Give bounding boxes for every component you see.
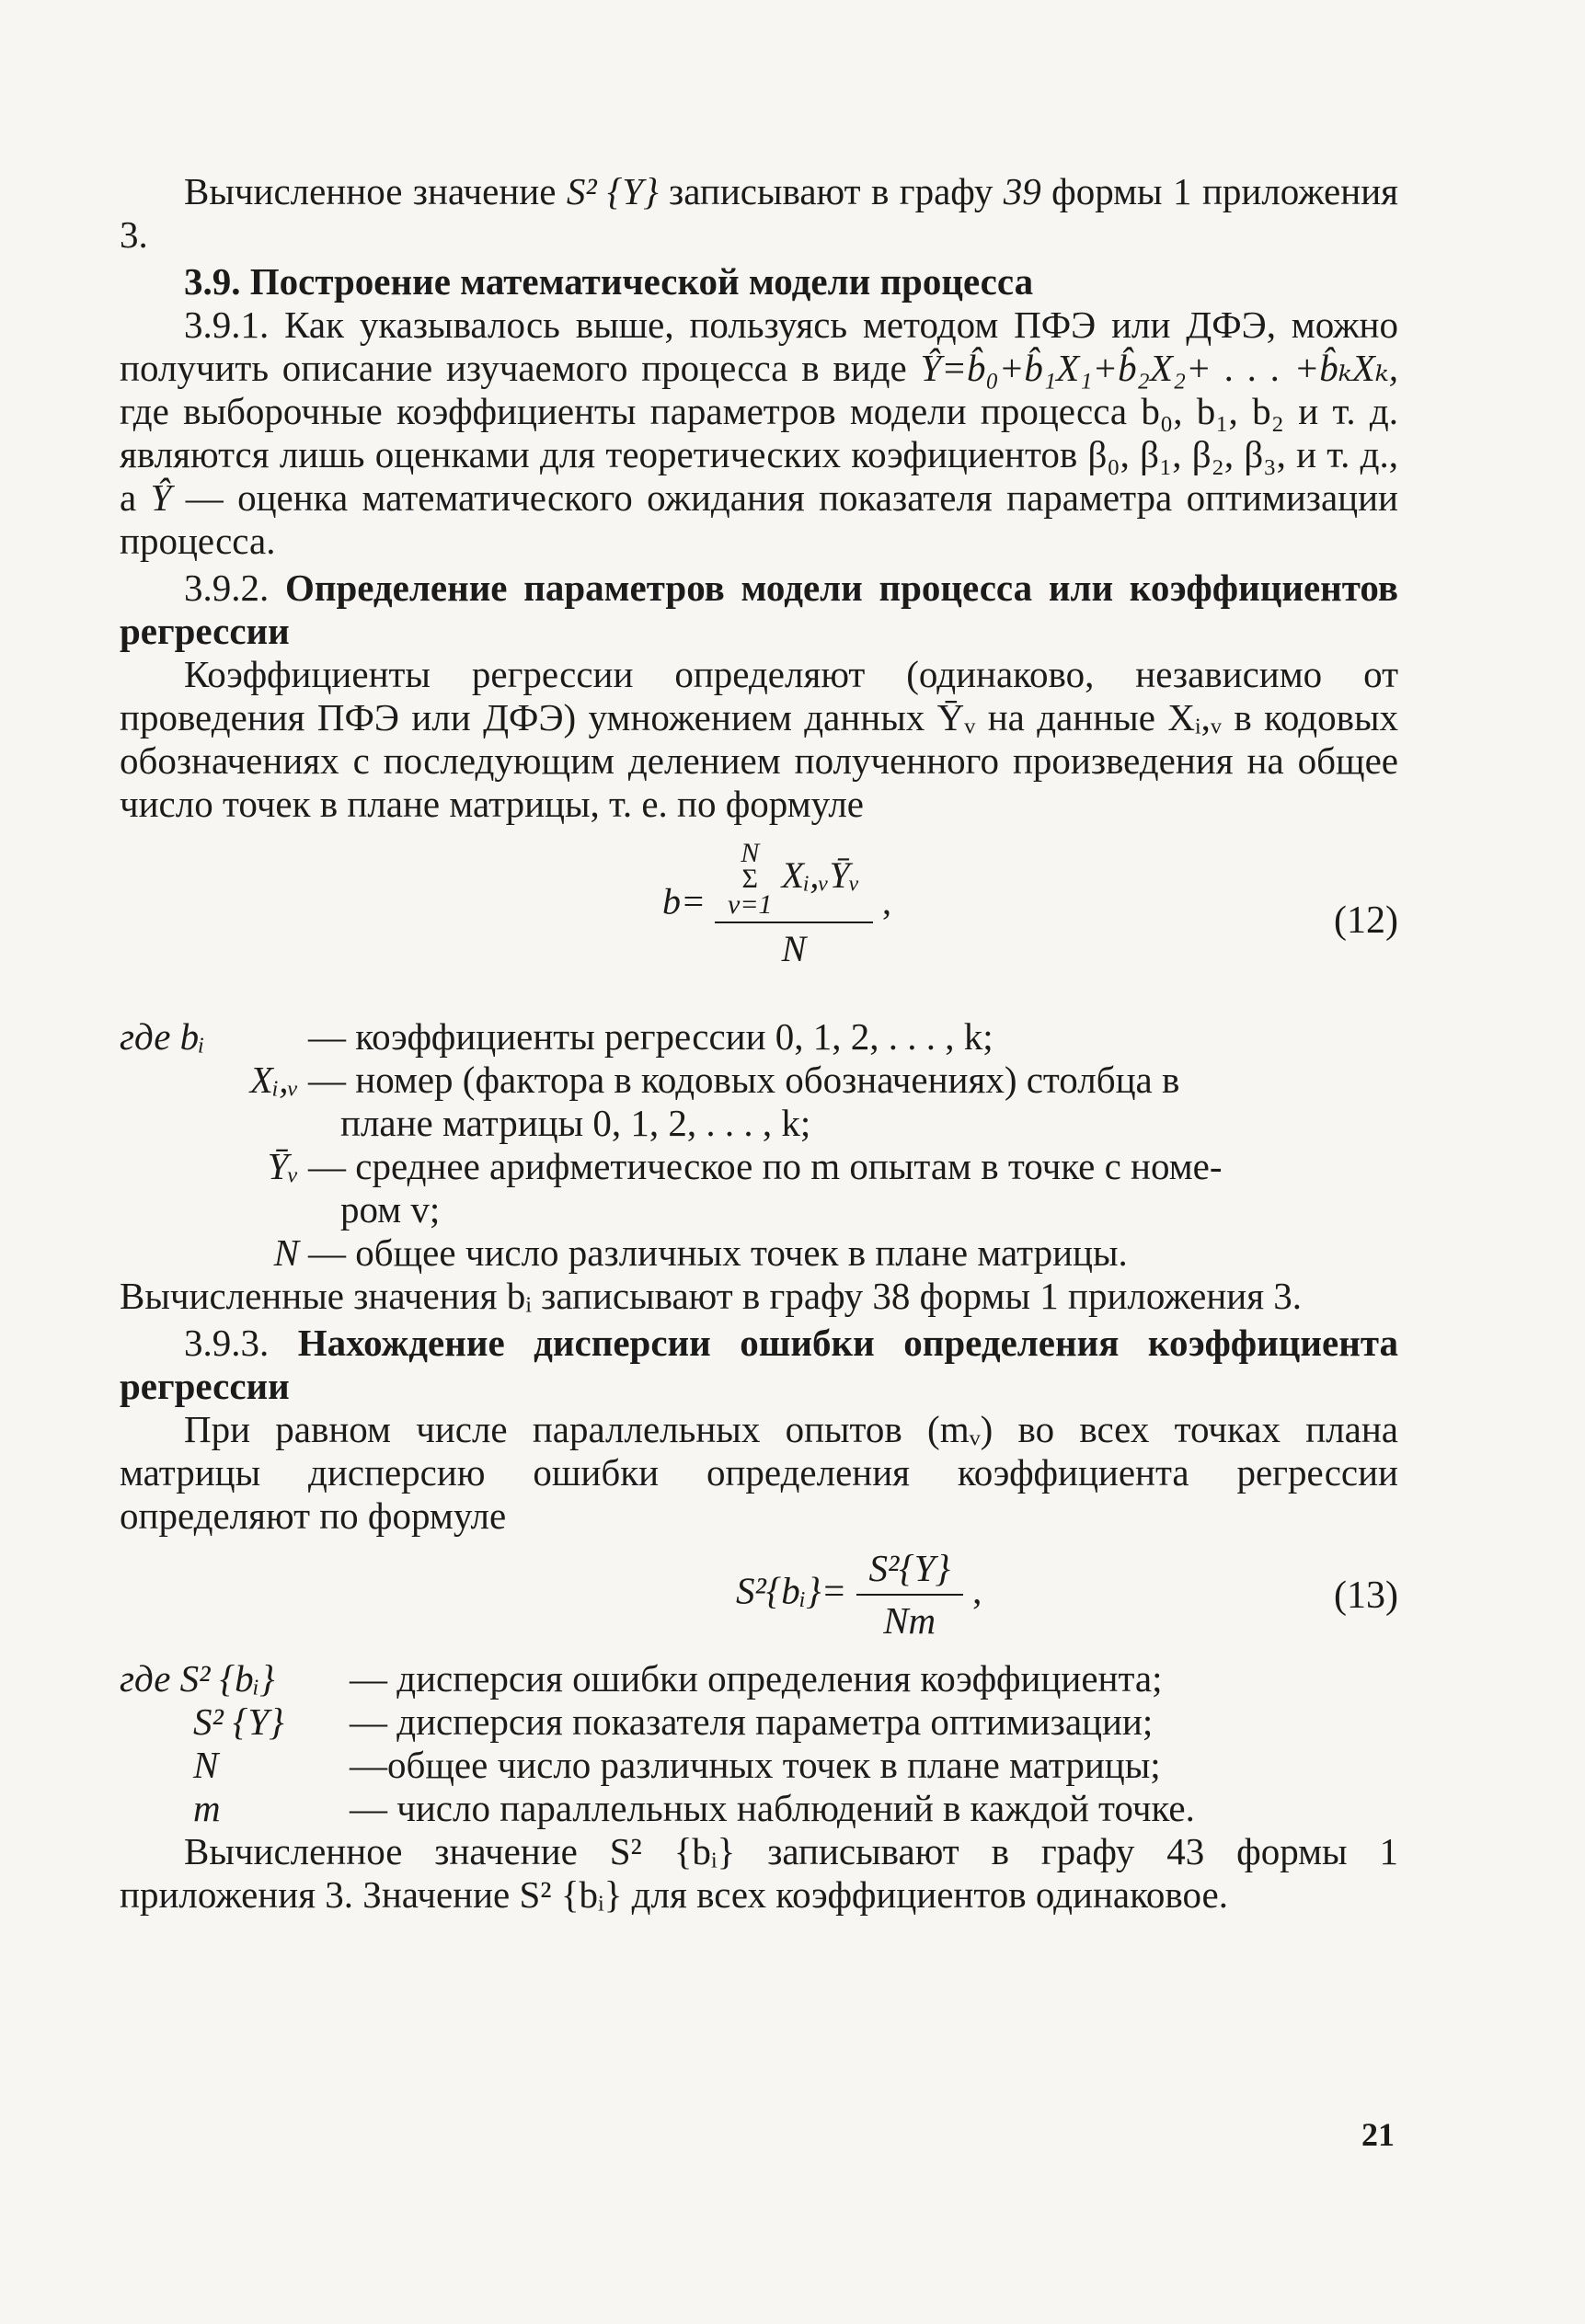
column-number: 39 — [1003, 170, 1041, 212]
definition-text: — общее число различных точек в плане матрицы. — [308, 1231, 1128, 1274]
definition-row — [120, 1787, 1398, 1830]
definition-text-continued: ром v; — [340, 1188, 441, 1231]
definition-text: — число параллельных наблюдений в каждой точке. — [350, 1787, 1195, 1829]
formula-inline: Ŷ — [150, 476, 172, 519]
section-heading-3-9: 3.9. Построение математической модели процесса — [184, 260, 1034, 303]
paragraph-bi: Вычисленные значения bᵢ записывают в графу 38 формы 1 приложения 3. — [120, 1275, 1303, 1317]
definition-row — [120, 1231, 1398, 1275]
formula-12 — [120, 838, 1398, 1015]
sum-symbol — [728, 838, 773, 920]
definition-text: — коэффициенты регрессии 0, 1, 2, . . . , k; — [308, 1015, 993, 1058]
formula-lhs: S²{bᵢ}= — [736, 1569, 847, 1612]
definition-symbol: где S² {bᵢ} — [120, 1657, 275, 1700]
paragraph-3-9-1 — [120, 303, 1398, 563]
definition-text: — среднее арифметическое по m опытам в точке с номе- — [308, 1145, 1223, 1187]
text-fragment: формы 1 приложения 3. — [120, 170, 1398, 256]
definition-symbol: Ȳᵥ — [267, 1145, 299, 1187]
section-heading-3-9-2 — [120, 567, 1398, 653]
fraction-numerator: S²{Y} — [856, 1547, 963, 1596]
definitions-13 — [120, 1657, 1398, 1830]
formula-lhs: b= — [662, 880, 706, 922]
formula-13 — [120, 1538, 1398, 1657]
text-fragment: записывают в графу — [658, 170, 1004, 212]
paragraph-s2bi: Вычисленное значение S² {bᵢ} записывают в графу 43 формы 1 приложения 3. Значение S² {bᵢ} для всех коэффициентов одинаковое. — [120, 1830, 1398, 1916]
fraction-numerator — [715, 838, 873, 923]
definition-row — [120, 1059, 1398, 1102]
paragraph-3-9-3: При равном числе параллельных опытов (mᵥ) во всех точках плана матрицы дисперсию ошибки определения коэффициента регрессии определяют по формуле — [120, 1408, 1398, 1537]
sum-lower-limit: v=1 — [728, 889, 773, 920]
definition-symbol: m — [193, 1787, 221, 1829]
formula-number: (13) — [1334, 1574, 1398, 1617]
heading-title: Нахождение дисперсии ошибки определения коэффициента регрессии — [120, 1322, 1399, 1407]
definition-row — [120, 1700, 1398, 1744]
definition-symbol: S² {Y} — [193, 1700, 284, 1743]
definition-text: — дисперсия ошибки определения коэффициента; — [350, 1657, 1163, 1700]
formula-fraction — [856, 1547, 963, 1643]
page-number: 21 — [1361, 2116, 1395, 2153]
formula-comma: , — [972, 1569, 982, 1612]
fraction-denominator: N — [781, 928, 807, 969]
formula-comma: , — [881, 880, 891, 922]
definitions-12 — [120, 1015, 1398, 1275]
formula-inline: S² {Y} — [566, 170, 659, 212]
formula-fraction — [715, 838, 873, 970]
definition-text: — номер (фактора в кодовых обозначениях) столбца в — [308, 1059, 1180, 1101]
text-fragment: Вычисленное значение — [184, 170, 567, 212]
formula-inline: Ŷ=b̂₀+b̂₁X₁+b̂₂X₂+ . . . +b̂ₖXₖ, — [920, 347, 1398, 389]
definition-text: — дисперсия показателя параметра оптимизации; — [350, 1700, 1154, 1743]
formula-number: (12) — [1334, 899, 1398, 942]
sum-upper-limit: N — [741, 838, 760, 868]
definition-row — [120, 1657, 1398, 1700]
definition-text-continued: плане матрицы 0, 1, 2, . . . , k; — [340, 1102, 811, 1144]
body-text — [120, 170, 1398, 1917]
formula-12-expression — [662, 838, 891, 970]
paragraph-3-9-2: Коэффициенты регрессии определяют (одинаково, независимо от проведения ПФЭ или ДФЭ) умножением данных Ȳᵥ на данные Xᵢ,ᵥ в кодовых обозначениях с последующим делением полученного произведения на общее число точек в плане матрицы, т. е. по формуле — [120, 653, 1398, 825]
definition-symbol: N — [193, 1744, 219, 1786]
numerator-term: Xᵢ,ᵥȲᵥ — [781, 854, 860, 897]
heading-number: 3.9.2. — [184, 567, 285, 609]
fraction-denominator: Nm — [883, 1599, 936, 1642]
definition-row — [120, 1015, 1398, 1059]
definition-symbol: где bᵢ — [120, 1015, 205, 1058]
definition-row — [120, 1744, 1398, 1787]
definition-text: —общее число различных точек в плане матрицы; — [350, 1744, 1161, 1786]
text-fragment: где выборочные коэффициенты параметров модели процесса b₀, b₁, b₂ и т. д. являются лишь оценками для теоретических коэфициентов β₀, β₁, β₂, β₃, и т. д., а — [120, 390, 1398, 519]
text-fragment: — оценка математического ожидания показателя параметра оптимизации процесса. — [120, 476, 1398, 562]
sigma-glyph: Σ — [741, 864, 759, 894]
definition-symbol: Xᵢ,ᵥ — [249, 1059, 299, 1101]
text-fragment: 3.9.1. Как указывалось выше, пользуясь методом ПФЭ или ДФЭ, можно получить описание изучаемого процесса в виде — [120, 303, 1398, 389]
heading-number: 3.9.3. — [184, 1322, 298, 1364]
heading-title: Определение параметров модели процесса или коэффициентов регрессии — [120, 567, 1398, 652]
definition-symbol: N — [273, 1231, 299, 1274]
definition-row — [120, 1145, 1398, 1188]
formula-13-expression — [736, 1547, 982, 1643]
section-heading-3-9-3 — [120, 1322, 1398, 1408]
paragraph-s2y — [120, 170, 1398, 257]
